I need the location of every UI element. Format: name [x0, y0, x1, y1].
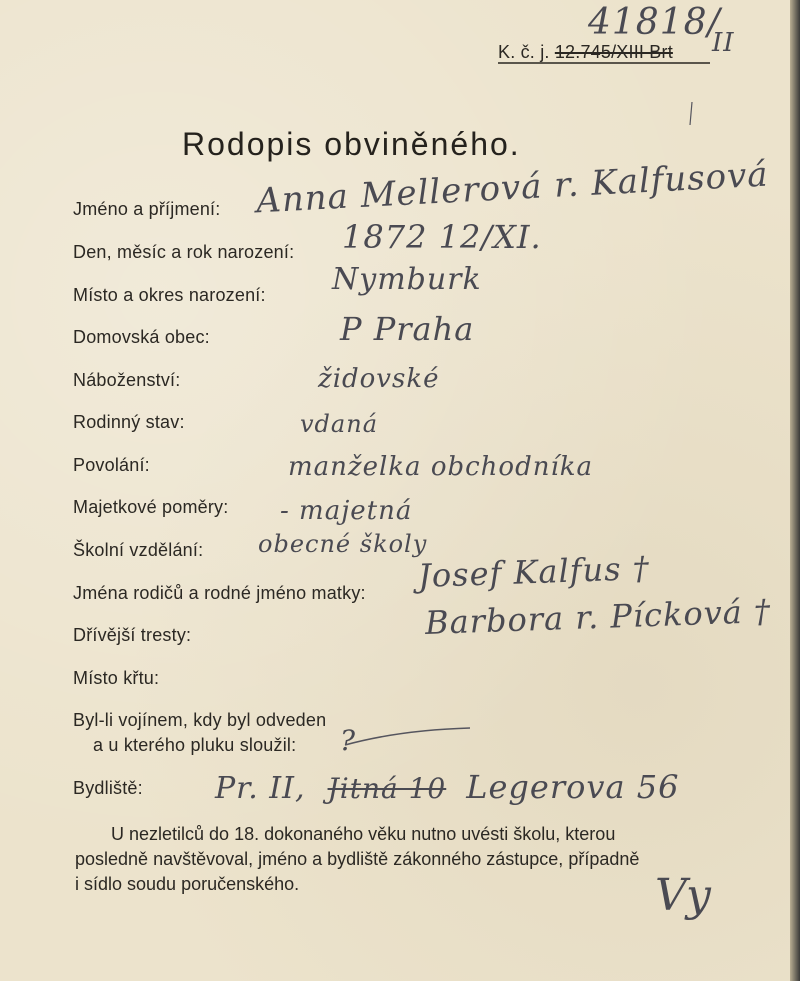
label-birth-place: Místo a okres narození:	[73, 285, 266, 305]
value-education: obecné školy	[258, 530, 428, 558]
value-mother: Barbora r. Pícková †	[424, 591, 772, 643]
case-reference-prefix: K. č. j.	[498, 42, 550, 62]
value-birth-place: Nymburk	[332, 262, 482, 297]
label-birth-date: Den, měsíc a rok narození:	[73, 242, 295, 262]
value-religion: židovské	[318, 364, 440, 394]
value-name: Anna Mellerová r. Kalfusová	[255, 154, 770, 222]
label-residence: Bydliště:	[73, 778, 143, 798]
footnote	[75, 822, 735, 897]
residence-district: Pr. II,	[215, 771, 306, 806]
label-education: Školní vzdělání:	[73, 540, 204, 560]
label-marital-status: Rodinný stav:	[73, 412, 185, 432]
label-previous-convictions: Dřívější tresty:	[73, 625, 192, 645]
label-parents: Jména rodičů a rodné jméno matky:	[73, 583, 366, 603]
value-residence	[215, 768, 679, 806]
label-military-line1: Byl-li vojínem, kdy byl odveden	[73, 710, 327, 730]
value-father: Josef Kalfus †	[417, 548, 651, 596]
case-reference-suffix: II	[712, 28, 735, 58]
label-occupation: Povolání:	[73, 455, 150, 475]
residence-street: Legerova 56	[466, 768, 680, 806]
residence-struck-street: Jitná 10	[327, 772, 447, 805]
value-military: ?	[340, 724, 357, 757]
value-occupation: manželka obchodníka	[288, 452, 594, 482]
value-home-municipality: P Praha	[340, 310, 475, 348]
label-religion: Náboženství:	[73, 370, 181, 390]
value-property: - majetná	[280, 496, 413, 526]
handwritten-number: 41818/	[588, 2, 721, 43]
case-reference	[498, 42, 673, 63]
label-home-municipality: Domovská obec:	[73, 327, 210, 347]
footnote-line1: U nezletilců do 18. dokonaného věku nutno uvésti školu, kterou	[111, 824, 616, 844]
footnote-line2: posledně navštěvoval, jméno a bydliště zákonného zástupce, případně	[75, 849, 640, 869]
label-name: Jméno a příjmení:	[73, 199, 221, 219]
label-baptism-place: Místo křtu:	[73, 668, 160, 688]
value-birth-date: 1872 12/XI.	[342, 218, 542, 256]
scan-edge	[790, 0, 800, 981]
case-reference-struck: 12.745/XIII Brt	[554, 42, 673, 62]
footnote-line3: i sídlo soudu poručenského.	[75, 874, 300, 894]
value-marital-status: vdaná	[300, 410, 378, 438]
label-property: Majetkové poměry:	[73, 497, 229, 517]
signature-initials: Vy	[655, 870, 712, 921]
page-title: Rodopis obviněného.	[182, 126, 521, 162]
label-military-line2: a u kterého pluku sloužil:	[93, 735, 297, 755]
